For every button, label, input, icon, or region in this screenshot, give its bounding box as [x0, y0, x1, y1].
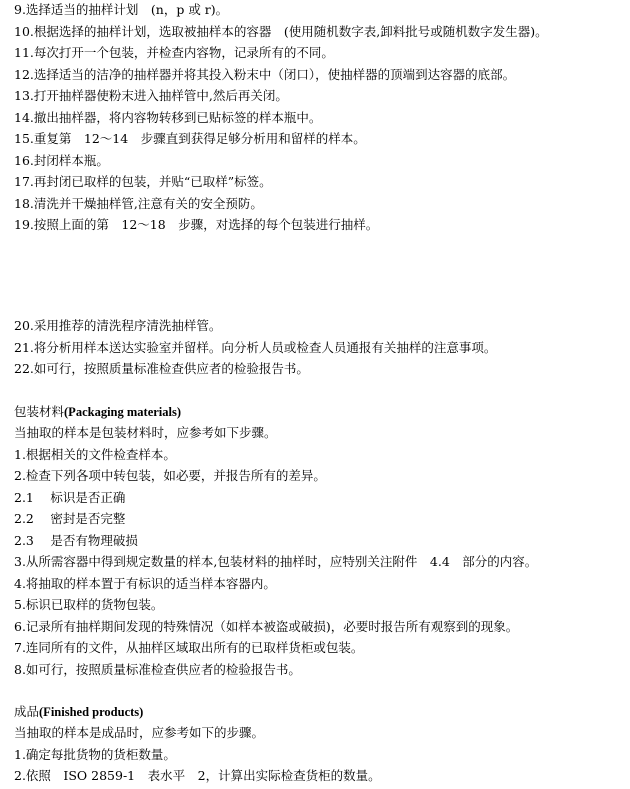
step-9: 9.选择适当的抽样计划 (n，p 或 r)。 — [14, 2, 229, 17]
step-16: 16.封闭样本瓶。 — [14, 153, 109, 168]
finished-step-1: 1.确定每批货物的货柜数量。 — [14, 747, 176, 762]
packaging-step-2-3: 2.3 是否有物理破损 — [14, 533, 138, 548]
step-12: 12.选择适当的洁净的抽样器并将其投入粉末中（闭口），使抽样器的顶端到达容器的底部。 — [14, 67, 516, 82]
packaging-step-2: 2.检查下列各项中转包装，如必要，并报告所有的差异。 — [14, 468, 326, 483]
finished-heading — [14, 704, 143, 720]
step-22: 22.如可行，按照质量标准检查供应者的检验报告书。 — [14, 361, 309, 376]
packaging-step-2-2: 2.2 密封是否完整 — [14, 511, 126, 526]
step-17: 17.再封闭已取样的包装，并贴“已取样”标签。 — [14, 174, 272, 189]
packaging-step-8: 8.如可行，按照质量标准检查供应者的检验报告书。 — [14, 662, 301, 677]
packaging-step-1: 1.根据相关的文件检查样本。 — [14, 447, 176, 462]
finished-heading-cn: 成品 — [14, 704, 40, 719]
packaging-heading-cn: 包装材料 — [14, 404, 65, 419]
finished-heading-en: (Finished products) — [39, 705, 144, 719]
step-14: 14.撤出抽样器，将内容物转移到已贴标签的样本瓶中。 — [14, 110, 322, 125]
step-13: 13.打开抽样器使粉末进入抽样管中,然后再关闭。 — [14, 88, 288, 103]
packaging-step-3: 3.从所需容器中得到规定数量的样本,包装材料的抽样时，应特别关注附件 4.4 部分的内容。 — [14, 554, 538, 569]
packaging-step-4: 4.将抽取的样本置于有标识的适当样本容器内。 — [14, 576, 276, 591]
packaging-intro: 当抽取的样本是包装材料时，应参考如下步骤。 — [14, 425, 277, 440]
step-19: 19.按照上面的第 12～18 步骤，对选择的每个包装进行抽样。 — [14, 217, 379, 232]
step-10: 10.根据选择的抽样计划，选取被抽样本的容器 (使用随机数字表,卸料批号或随机数字发生器)。 — [14, 24, 548, 39]
packaging-heading — [14, 404, 181, 420]
finished-intro: 当抽取的样本是成品时，应参考如下的步骤。 — [14, 725, 265, 740]
packaging-step-7: 7.连同所有的文件，从抽样区域取出所有的已取样货柜或包装。 — [14, 640, 364, 655]
step-21: 21.将分析用样本送达实验室并留样。向分析人员或检查人员通报有关抽样的注意事项。 — [14, 340, 497, 355]
packaging-heading-en: (Packaging materials) — [64, 405, 182, 419]
finished-step-2: 2.依照 ISO 2859-1 表水平 2，计算出实际检查货柜的数量。 — [14, 768, 381, 783]
step-11: 11.每次打开一个包装，并检查内容物，记录所有的不同。 — [14, 45, 334, 60]
step-20: 20.采用推荐的清洗程序清洗抽样管。 — [14, 318, 222, 333]
packaging-step-5: 5.标识已取样的货物包装。 — [14, 597, 164, 612]
packaging-step-2-1: 2.1 标识是否正确 — [14, 490, 126, 505]
step-15: 15.重复第 12～14 步骤直到获得足够分析用和留样的样本。 — [14, 131, 366, 146]
packaging-step-6: 6.记录所有抽样期间发现的特殊情况（如样本被盗或破损)，必要时报告所有观察到的现象。 — [14, 619, 519, 634]
step-18: 18.清洗并干燥抽样管,注意有关的安全预防。 — [14, 196, 263, 211]
